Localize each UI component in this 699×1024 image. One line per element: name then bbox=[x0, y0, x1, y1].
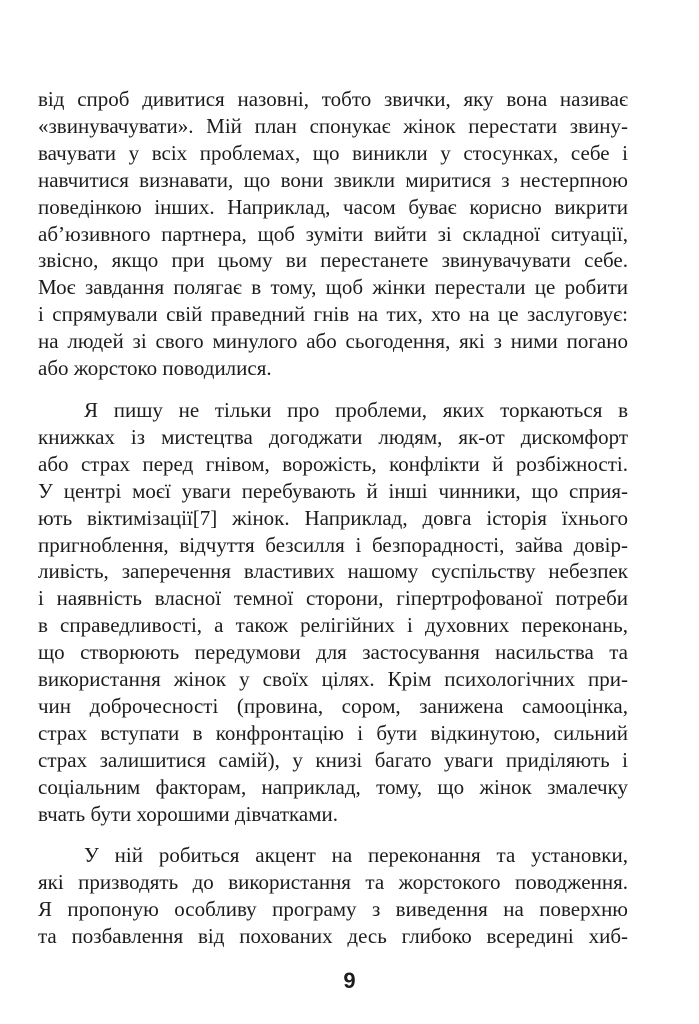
text-line: пригноблення, відчуття безсилля і безпорадності, зайва довір- bbox=[38, 532, 628, 557]
text-line: соціальним факторам, наприклад, тому, що жінок змалечку bbox=[38, 774, 628, 799]
text-line: Я пишу не тільки про проблеми, яких торкаються в bbox=[84, 397, 628, 422]
text-line: У ній робиться акцент на переконання та установки, bbox=[84, 843, 628, 868]
text-line: від спроб дивитися назовні, тобто звички, яку вона називає bbox=[38, 87, 628, 111]
text-line: вчать бути хорошими дівчатками. bbox=[38, 801, 339, 826]
text-line: в справедливості, а також релігійних і духовних переконань, bbox=[38, 613, 628, 638]
text-line: Моє завдання полягає в тому, щоб жінки перестали це робити bbox=[38, 275, 628, 300]
text-line: навчитися визнавати, що вони звикли миритися з нестерпною bbox=[38, 167, 628, 192]
paragraph-2 bbox=[38, 397, 628, 828]
page-body bbox=[38, 86, 628, 950]
text-line: книжках із мистецтва догоджати людям, як-от дискомфорт bbox=[38, 424, 628, 449]
text-line: поведінкою інших. Наприклад, часом буває корисно викрити bbox=[38, 194, 628, 219]
text-line: чин доброчесності (провина, сором, занижена самооцінка, bbox=[38, 693, 628, 718]
text-line: страх вступати в конфронтацію і бути відкинутою, сильний bbox=[38, 720, 628, 745]
paragraph-3 bbox=[38, 842, 628, 950]
text-line: використання жінок у своїх цілях. Крім психологічних при- bbox=[38, 667, 628, 692]
text-line: або страх перед гнівом, ворожість, конфлікти й розбіжності. bbox=[38, 451, 628, 476]
page-number: 9 bbox=[343, 968, 356, 993]
text-line: та позбавлення від похованих десь глибоко всередині хиб- bbox=[38, 924, 628, 949]
text-line: «звинувачувати». Мій план спонукає жінок перестати звину- bbox=[38, 113, 628, 138]
paragraph-1 bbox=[38, 86, 628, 382]
text-line: які призводять до використання та жорстокого поводження. bbox=[38, 870, 628, 895]
text-line: ють віктимізації[7] жінок. Наприклад, довга історія їхнього bbox=[38, 505, 628, 530]
text-line: звісно, якщо при цьому ви перестанете звинувачувати себе. bbox=[38, 248, 628, 273]
text-line: аб’юзивного партнера, щоб зуміти вийти зі складної ситуації, bbox=[38, 221, 628, 246]
text-line: У центрі моєї уваги перебувають й інші чинники, що сприя- bbox=[38, 478, 628, 503]
text-line: і спрямували свій праведний гнів на тих, хто на це заслуговує: bbox=[38, 302, 628, 327]
text-line: Я пропоную особливу програму з виведення на поверхню bbox=[38, 897, 628, 922]
text-line: на людей зі свого минулого або сьогодення, які з ними погано bbox=[38, 329, 628, 354]
text-line: або жорстоко поводилися. bbox=[38, 356, 272, 381]
text-line: що створюють передумови для застосування насильства та bbox=[38, 640, 628, 665]
text-line: вачувати у всіх проблемах, що виникли у стосунках, себе і bbox=[38, 140, 628, 165]
paragraph-gap bbox=[38, 382, 628, 397]
text-line: ливість, заперечення властивих нашому суспільству небезпек bbox=[38, 559, 628, 584]
text-line: страх залишитися самій), у книзі багато уваги приділяють і bbox=[38, 747, 628, 772]
paragraph-gap bbox=[38, 827, 628, 842]
text-line: і наявність власної темної сторони, гіпертрофованої потреби bbox=[38, 586, 628, 611]
